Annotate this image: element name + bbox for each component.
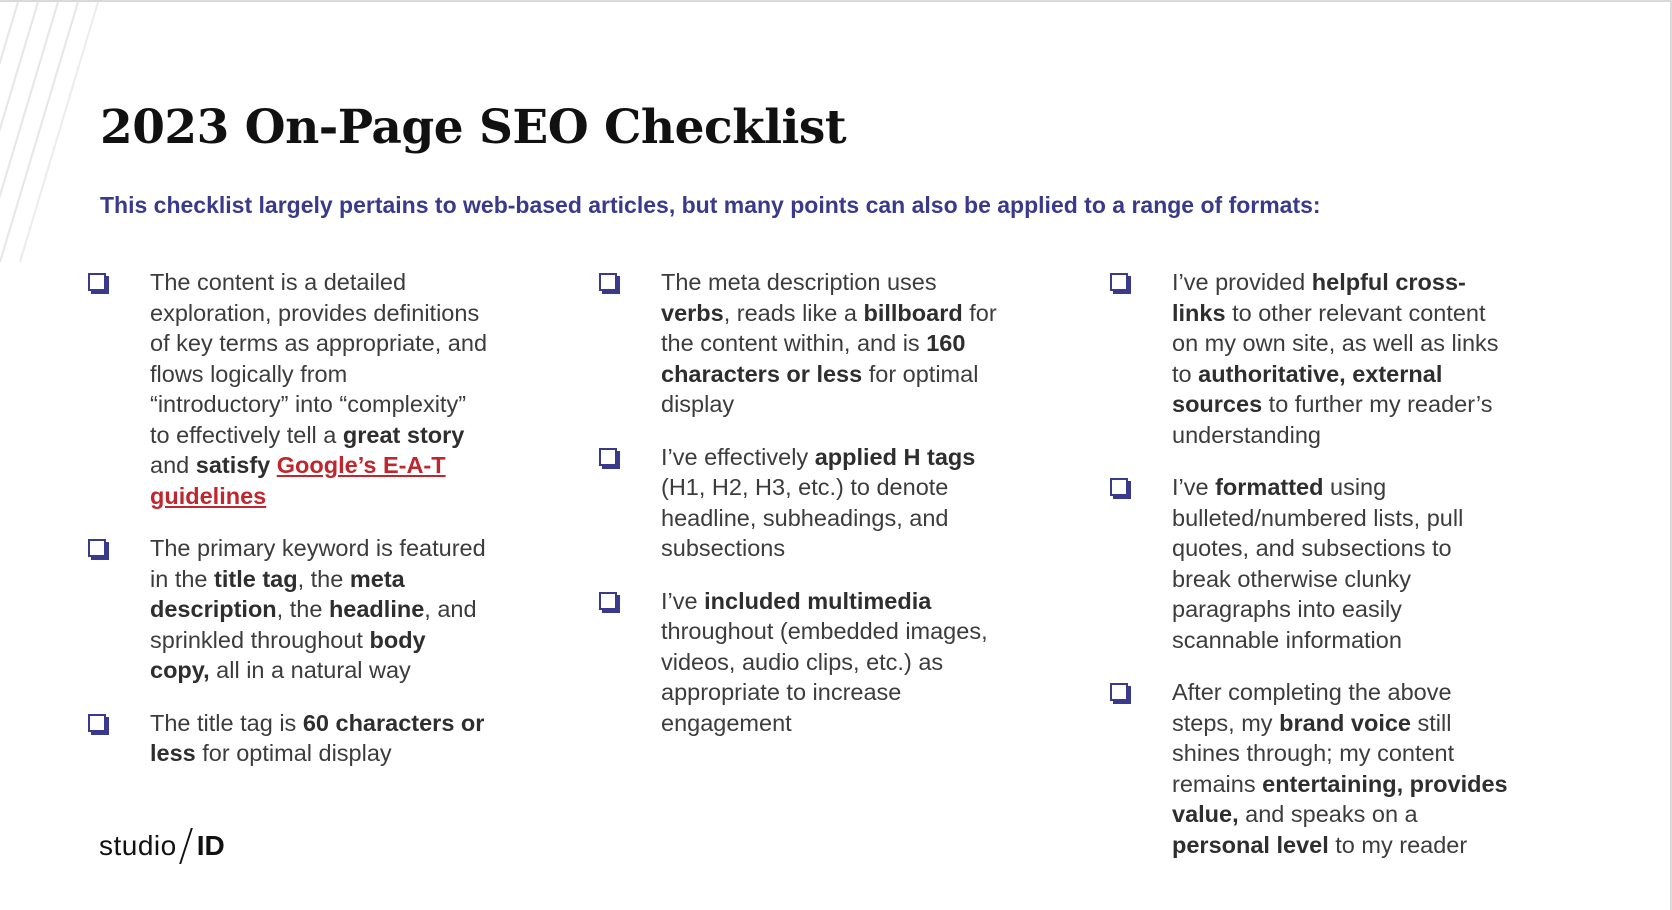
item-bold: brand voice xyxy=(1279,709,1411,736)
item-text: The meta description uses xyxy=(661,269,937,295)
logo-slash xyxy=(179,828,193,864)
item-text: The content is a detailed exploration, provides definitions of key terms as appropriate, and flows logically from “introductory” into “complexity” to effectively tell a xyxy=(150,269,488,448)
item-text: After completing the above steps, my xyxy=(1172,679,1452,736)
item-text: and xyxy=(150,452,196,478)
checklist-item xyxy=(1108,267,1513,450)
checklist-item xyxy=(1108,472,1513,655)
item-text: , the xyxy=(276,596,329,622)
checkbox-icon[interactable] xyxy=(1110,478,1128,496)
item-text: and speaks on a xyxy=(1238,801,1418,827)
item-bold: authoritative, external sources xyxy=(1172,360,1443,417)
item-text: , the xyxy=(297,565,350,592)
checklist-column-2 xyxy=(597,267,1002,760)
item-text: The title tag is xyxy=(150,709,303,736)
checkbox-icon[interactable] xyxy=(599,448,617,466)
checklist-item xyxy=(1108,677,1513,860)
item-bold: body copy, xyxy=(150,626,426,683)
checklist-column-3 xyxy=(1108,267,1513,882)
diagonal-stripes-decoration xyxy=(0,2,110,282)
studio-id-logo xyxy=(99,828,225,864)
checklist-item xyxy=(597,267,1002,420)
item-text: , reads like a xyxy=(723,299,864,326)
checklist-item xyxy=(597,586,1002,739)
checklist-column-1 xyxy=(86,267,491,791)
checklist-item xyxy=(86,533,491,686)
checkbox-icon[interactable] xyxy=(1110,683,1128,701)
checklist-item xyxy=(86,267,491,511)
item-text: using bulleted/numbered lists, pull quotes, and subsections to break otherwise clunky paragraphs into easily scannable information xyxy=(1172,474,1464,653)
item-bold: title tag xyxy=(214,565,298,592)
item-bold: headline xyxy=(328,596,425,622)
item-text: throughout (embedded images, videos, audio clips, etc.) as appropriate to increase engagement xyxy=(661,618,988,736)
item-text: to other relevant content on my own site, as well as links to xyxy=(1172,299,1499,387)
item-bold: verbs xyxy=(661,299,724,326)
item-bold: billboard xyxy=(863,299,963,326)
item-text: I’ve effectively xyxy=(661,443,815,470)
stripe-line xyxy=(0,2,58,262)
stripe-line xyxy=(0,2,78,262)
logo-id-text: ID xyxy=(196,830,225,861)
item-text: , and sprinkled throughout xyxy=(150,596,477,653)
checkbox-icon[interactable] xyxy=(88,273,106,291)
stripe-line xyxy=(20,2,98,262)
item-text: still shines through; my content remains xyxy=(1172,709,1455,797)
item-text: for optimal display xyxy=(661,360,979,417)
logo-studio-text: studio xyxy=(99,830,177,861)
item-text: I’ve xyxy=(1172,474,1216,500)
item-text: (H1, H2, H3, etc.) to denote headline, subheadings, and subsections xyxy=(661,474,949,561)
checkbox-icon[interactable] xyxy=(599,592,617,610)
item-text: to my reader xyxy=(1328,831,1468,858)
item-text: The primary keyword is featured in the xyxy=(150,535,486,592)
item-bold: great story xyxy=(342,421,465,448)
item-bold: personal level xyxy=(1172,831,1329,858)
item-text: all in a natural way xyxy=(209,657,411,683)
checkbox-icon[interactable] xyxy=(599,273,617,291)
item-bold: 60 characters or less xyxy=(150,709,485,766)
item-bold: included multimedia xyxy=(704,587,932,614)
stripe-line xyxy=(0,2,18,262)
checkbox-icon[interactable] xyxy=(88,539,106,557)
item-text: for the content within, and is xyxy=(661,299,997,356)
eat-guidelines-link[interactable]: Google’s E-A-T guidelines xyxy=(150,452,446,509)
item-bold: formatted xyxy=(1215,474,1324,500)
item-text: I’ve provided xyxy=(1172,269,1312,295)
item-bold: applied H tags xyxy=(814,443,976,470)
page-subtitle: This checklist largely pertains to web-based articles, but many points can also be applied to a range of formats: xyxy=(100,192,1321,218)
checkbox-icon[interactable] xyxy=(88,714,106,732)
item-bold: meta description xyxy=(150,565,405,622)
checklist-item xyxy=(597,442,1002,564)
checkbox-icon[interactable] xyxy=(1110,273,1128,291)
item-text: for optimal display xyxy=(195,740,392,766)
item-text: to further my reader’s understanding xyxy=(1172,391,1493,448)
item-text: I’ve xyxy=(661,587,705,614)
item-bold: 160 characters or less xyxy=(661,330,966,387)
item-bold: entertaining, provides value, xyxy=(1172,770,1508,827)
item-bold: helpful cross-links xyxy=(1172,269,1466,326)
item-bold: satisfy xyxy=(195,452,271,478)
page-title: 2023 On-Page SEO Checklist xyxy=(100,100,847,155)
checklist-item xyxy=(86,708,491,769)
